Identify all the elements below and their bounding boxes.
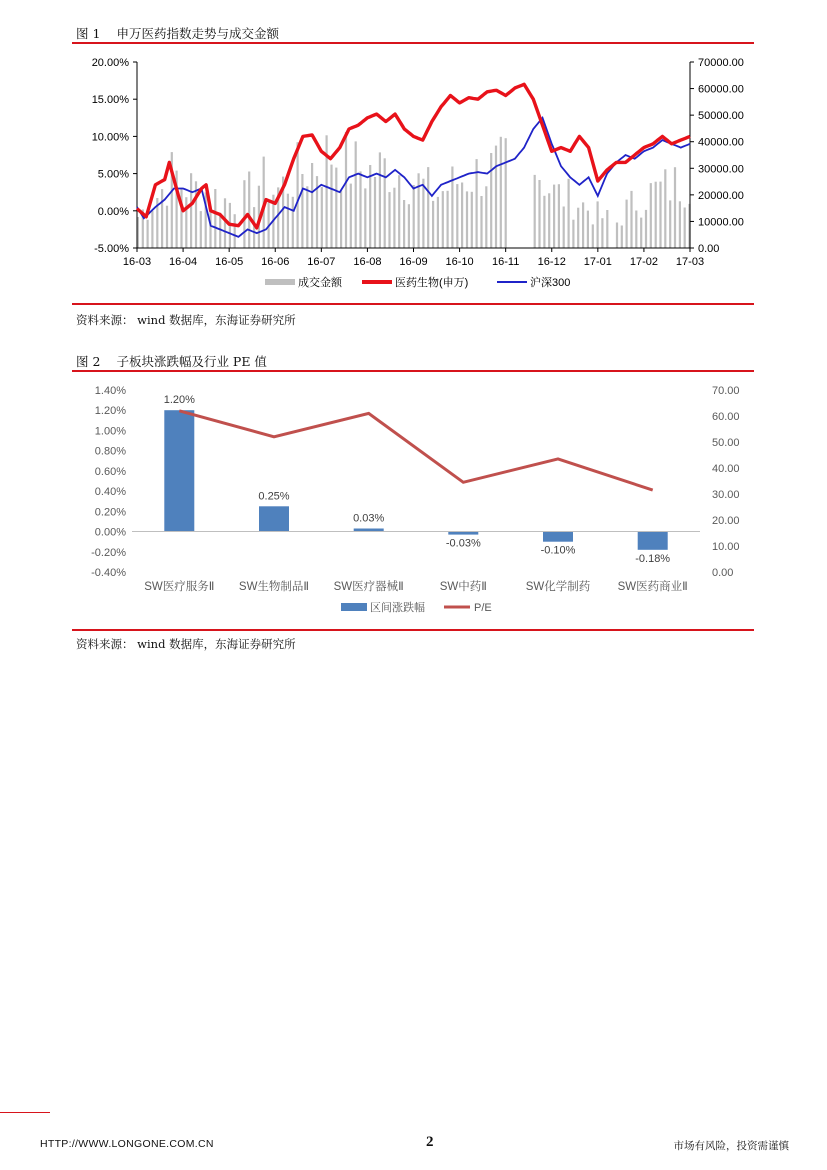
change-bar [543, 532, 573, 542]
figure1-top-rule [72, 42, 754, 44]
figure1-source: 资料来源： wind 数据库，东海证券研究所 [76, 313, 296, 327]
right-tick-label: 10.00 [712, 541, 740, 553]
category-label: SW医疗器械Ⅱ [333, 581, 404, 593]
legend-change: 区间涨跌幅 [370, 602, 425, 614]
volume-bar [379, 152, 381, 248]
volume-bar [490, 153, 492, 248]
volume-bar [350, 184, 352, 248]
change-bar [638, 532, 668, 550]
volume-bar [461, 183, 463, 249]
left-tick-label: 0.00% [97, 205, 129, 218]
chart2-legend [341, 600, 492, 614]
chart1-left-ticks [92, 57, 137, 255]
volume-bar [243, 180, 245, 248]
volume-bar [601, 218, 603, 248]
left-tick-label: 0.40% [94, 486, 126, 499]
right-tick-label: 70.00 [712, 385, 740, 397]
change-bar-label: -0.18% [635, 552, 671, 565]
x-tick-label: 16-09 [399, 256, 428, 268]
volume-bar [587, 211, 589, 248]
right-tick-label: 0.00 [712, 567, 734, 579]
footer-rule [0, 1112, 50, 1113]
volume-bar [558, 184, 560, 248]
footer-disclaimer: 市场有风险，投资需谨慎 [673, 1140, 789, 1152]
volume-bar [330, 165, 332, 248]
volume-bar [185, 197, 187, 248]
volume-bar [384, 158, 386, 248]
right-tick-label: 20.00 [712, 515, 740, 527]
volume-bar [674, 167, 676, 248]
change-bars [164, 394, 671, 565]
right-tick-label: 40.00 [712, 463, 740, 475]
x-tick-label: 16-06 [261, 256, 290, 268]
left-tick-label: 20.00% [91, 57, 129, 69]
volume-bar [621, 226, 623, 249]
x-tick-label: 16-03 [122, 256, 152, 268]
volume-bar [563, 207, 565, 249]
category-label: SW医药商业Ⅱ [617, 581, 688, 593]
volume-bar [287, 194, 289, 248]
volume-bar [359, 171, 361, 248]
volume-bar [577, 208, 579, 248]
volume-bar [655, 182, 657, 248]
left-tick-label: 1.20% [94, 405, 126, 418]
volume-bar [437, 197, 439, 248]
volume-bar [572, 220, 574, 248]
volume-bar [422, 179, 424, 248]
volume-bar [500, 137, 502, 248]
x-tick-label: 16-11 [492, 256, 520, 268]
left-tick-label: 10.00% [91, 131, 129, 144]
volume-bar [606, 210, 608, 248]
volume-bar [321, 187, 323, 248]
legend-pharma: 医药生物(申万) [395, 277, 469, 289]
x-tick-label: 16-08 [353, 256, 382, 268]
figure2-title-text: 子板块涨跌幅及行业 PE 值 [116, 354, 267, 369]
right-tick-label: 40000.00 [698, 136, 744, 149]
x-tick-label: 17-03 [675, 256, 705, 268]
left-tick-label: 0.80% [94, 445, 126, 458]
change-bar [259, 506, 289, 531]
legend-volume: 成交金额 [298, 277, 342, 289]
volume-bar [248, 172, 250, 249]
volume-bar [447, 191, 449, 248]
figure1-title-text: 申万医药指数走势与成交金额 [116, 26, 279, 41]
volume-bar [147, 220, 149, 248]
volume-bar [427, 167, 429, 248]
volume-bar [340, 191, 342, 248]
volume-bar [214, 189, 216, 248]
volume-bar [582, 202, 584, 248]
volume-bars [137, 132, 691, 248]
volume-bar [297, 142, 299, 248]
volume-bar [393, 188, 395, 248]
right-tick-label: 50.00 [712, 437, 740, 449]
legend-volume-swatch [265, 279, 295, 285]
figure1-number: 图 1 [76, 26, 101, 41]
volume-bar [161, 189, 163, 248]
right-tick-label: 10000.00 [698, 216, 744, 229]
volume-bar [640, 218, 642, 248]
category-label: SW化学制药 [525, 581, 591, 593]
right-tick-label: 70000.00 [698, 57, 744, 69]
figure1-title [76, 24, 279, 42]
chart1-x-ticks [123, 248, 704, 268]
x-tick-label: 16-07 [307, 256, 336, 268]
figure2-source: 资料来源： wind 数据库，东海证券研究所 [76, 637, 296, 651]
volume-bar [408, 204, 410, 248]
left-tick-label: -0.40% [91, 567, 126, 579]
left-tick-label: -0.20% [91, 546, 126, 559]
volume-bar [471, 192, 473, 248]
chart1-right-ticks [690, 57, 744, 255]
category-label: SW中药Ⅱ [439, 581, 487, 593]
volume-bar [224, 198, 226, 248]
left-tick-label: -5.00% [94, 243, 129, 255]
volume-bar [626, 200, 628, 248]
volume-bar [456, 184, 458, 248]
right-tick-label: 50000.00 [698, 110, 744, 123]
change-bar-label: 1.20% [163, 394, 195, 407]
chart1-legend [265, 275, 570, 289]
volume-bar [190, 173, 192, 248]
volume-bar [669, 200, 671, 248]
page-number: 2 [426, 1134, 434, 1150]
footer-url[interactable]: HTTP://WWW.LONGONE.COM.CN [40, 1138, 214, 1150]
volume-bar [505, 138, 507, 248]
volume-bar [364, 188, 366, 248]
volume-bar [592, 224, 594, 248]
chart2-category-labels [144, 579, 688, 593]
category-label: SW医疗服务Ⅱ [144, 581, 215, 593]
figure2-chart [0, 374, 827, 624]
volume-bar [234, 214, 236, 248]
volume-bar [534, 175, 536, 248]
category-label: SW生物制品Ⅱ [238, 581, 310, 593]
volume-bar [664, 169, 666, 248]
left-tick-label: 15.00% [91, 94, 129, 107]
volume-bar [553, 185, 555, 248]
left-tick-label: 5.00% [97, 168, 129, 181]
volume-bar [568, 179, 570, 248]
volume-bar [480, 196, 482, 248]
volume-bar [495, 146, 497, 248]
volume-bar [180, 188, 182, 248]
figure2-number: 图 2 [76, 354, 101, 369]
change-bar-label: -0.10% [540, 544, 576, 557]
x-tick-label: 16-12 [537, 256, 566, 268]
volume-bar [659, 182, 661, 248]
chart2-right-ticks [712, 385, 740, 579]
right-tick-label: 60000.00 [698, 83, 744, 96]
left-tick-label: 0.00% [94, 526, 126, 539]
volume-bar [538, 180, 540, 248]
volume-bar [466, 191, 468, 248]
volume-bar [597, 201, 599, 248]
volume-bar [451, 167, 453, 249]
volume-bar [306, 186, 308, 248]
change-bar-label: 0.25% [258, 490, 290, 503]
volume-bar [442, 191, 444, 248]
left-tick-label: 1.00% [94, 425, 126, 438]
chart2-left-ticks [91, 385, 126, 579]
legend-change-swatch [341, 603, 367, 611]
volume-bar [311, 163, 313, 248]
volume-bar [485, 186, 487, 248]
volume-bar [398, 175, 400, 248]
volume-bar [374, 177, 376, 248]
right-tick-label: 30000.00 [698, 163, 744, 176]
volume-bar [616, 223, 618, 249]
figure2-bottom-rule [72, 629, 754, 631]
change-bar-label: -0.03% [445, 537, 481, 550]
volume-bar [345, 132, 347, 248]
change-bar [164, 410, 194, 531]
volume-bar [630, 191, 632, 248]
right-tick-label: 60.00 [712, 411, 740, 423]
right-tick-label: 30.00 [712, 489, 740, 501]
volume-bar [543, 196, 545, 248]
volume-bar [301, 174, 303, 248]
figure2-top-rule [72, 370, 754, 372]
volume-bar [650, 183, 652, 248]
volume-bar [151, 211, 153, 248]
x-tick-label: 16-04 [169, 256, 198, 268]
volume-bar [388, 192, 390, 248]
x-tick-label: 16-05 [215, 256, 244, 268]
legend-csi300: 沪深300 [530, 277, 571, 289]
figure1-bottom-rule [72, 303, 754, 305]
figure1-chart [0, 46, 827, 306]
volume-bar [292, 197, 294, 248]
volume-bar [684, 208, 686, 249]
left-tick-label: 1.40% [94, 385, 126, 397]
volume-bar [326, 135, 328, 248]
volume-bar [548, 193, 550, 248]
volume-bar [413, 185, 415, 248]
volume-bar [432, 201, 434, 248]
figure2-title [76, 352, 267, 370]
x-tick-label: 16-10 [445, 256, 474, 268]
change-bar-label: 0.03% [353, 512, 385, 525]
x-tick-label: 17-02 [629, 256, 658, 268]
volume-bar [166, 206, 168, 248]
volume-bar [200, 211, 202, 248]
pe-line [179, 411, 652, 490]
volume-bar [335, 168, 337, 248]
volume-bar [355, 141, 357, 248]
left-tick-label: 0.20% [94, 506, 126, 519]
left-tick-label: 0.60% [94, 465, 126, 478]
change-bar [354, 529, 384, 532]
right-tick-label: 0.00 [698, 243, 720, 255]
legend-pe: P/E [474, 602, 492, 614]
right-tick-label: 20000.00 [698, 189, 744, 202]
x-tick-label: 17-01 [583, 256, 612, 268]
volume-bar [403, 200, 405, 248]
volume-bar [418, 173, 420, 248]
volume-bar [679, 201, 681, 248]
volume-bar [645, 210, 647, 248]
volume-bar [635, 211, 637, 249]
